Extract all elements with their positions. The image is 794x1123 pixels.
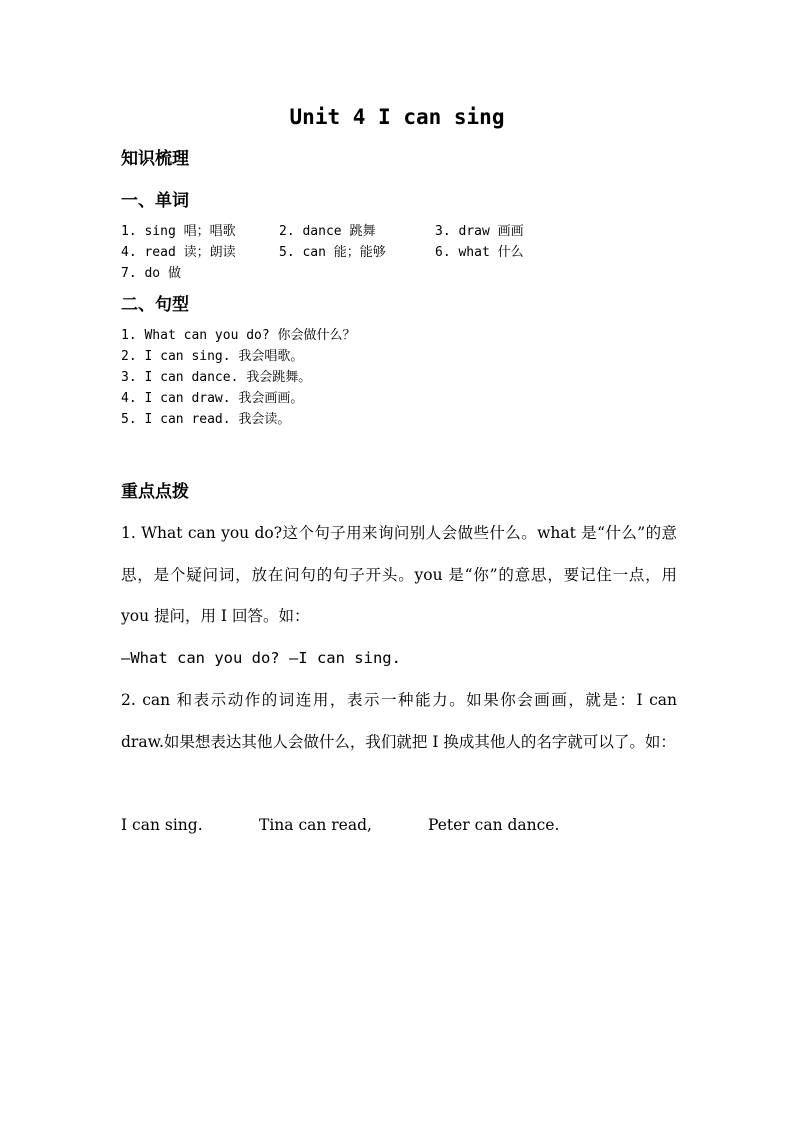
word-item: 4. read 读；朗读 (121, 245, 236, 260)
word-item: 6. what 什么 (435, 245, 524, 260)
sentence-item: 4. I can draw. 我会画画。 (121, 391, 304, 406)
word-item: 3. draw 画画 (435, 224, 524, 239)
example-sentence: Tina can read, (259, 816, 372, 834)
word-item: 1. sing 唱；唱歌 (121, 224, 236, 239)
sentence-item: 2. I can sing. 我会唱歌。 (121, 349, 304, 364)
page-title: Unit 4 I can sing (289, 105, 505, 129)
key-point-paragraph: 1. What can you do?这个句子用来询问别人会做些什么。what 是“什么”的意思，是个疑问词，放在问句的句子开头。you 是“你”的意思，要记住一点，用 you 提问，用 I 回答。如： (121, 524, 677, 625)
example-sentence: I can sing. (121, 816, 203, 834)
sentence-item: 3. I can dance. 我会跳舞。 (121, 370, 312, 385)
dialog-example: —What can you do? —I can sing. (121, 649, 401, 667)
word-item: 2. dance 跳舞 (279, 224, 376, 239)
section-heading-key-points: 重点点拨 (121, 482, 189, 502)
sentence-item: 1. What can you do? 你会做什么？ (121, 328, 356, 343)
section-heading-words: 一、单词 (121, 191, 189, 211)
sentence-item: 5. I can read. 我会读。 (121, 412, 291, 427)
example-sentence: Peter can dance. (428, 816, 560, 834)
word-item: 5. can 能；能够 (279, 245, 386, 260)
example-sentences (121, 813, 681, 837)
word-item: 7. do 做 (121, 266, 181, 281)
key-point-paragraph: 2. can 和表示动作的词连用，表示一种能力。如果你会画画，就是：I can draw.如果想表达其他人会做什么，我们就把 I 换成其他人的名字就可以了。如： (121, 691, 677, 751)
section-heading-sentences: 二、句型 (121, 295, 189, 315)
section-heading-knowledge: 知识梳理 (121, 149, 189, 169)
